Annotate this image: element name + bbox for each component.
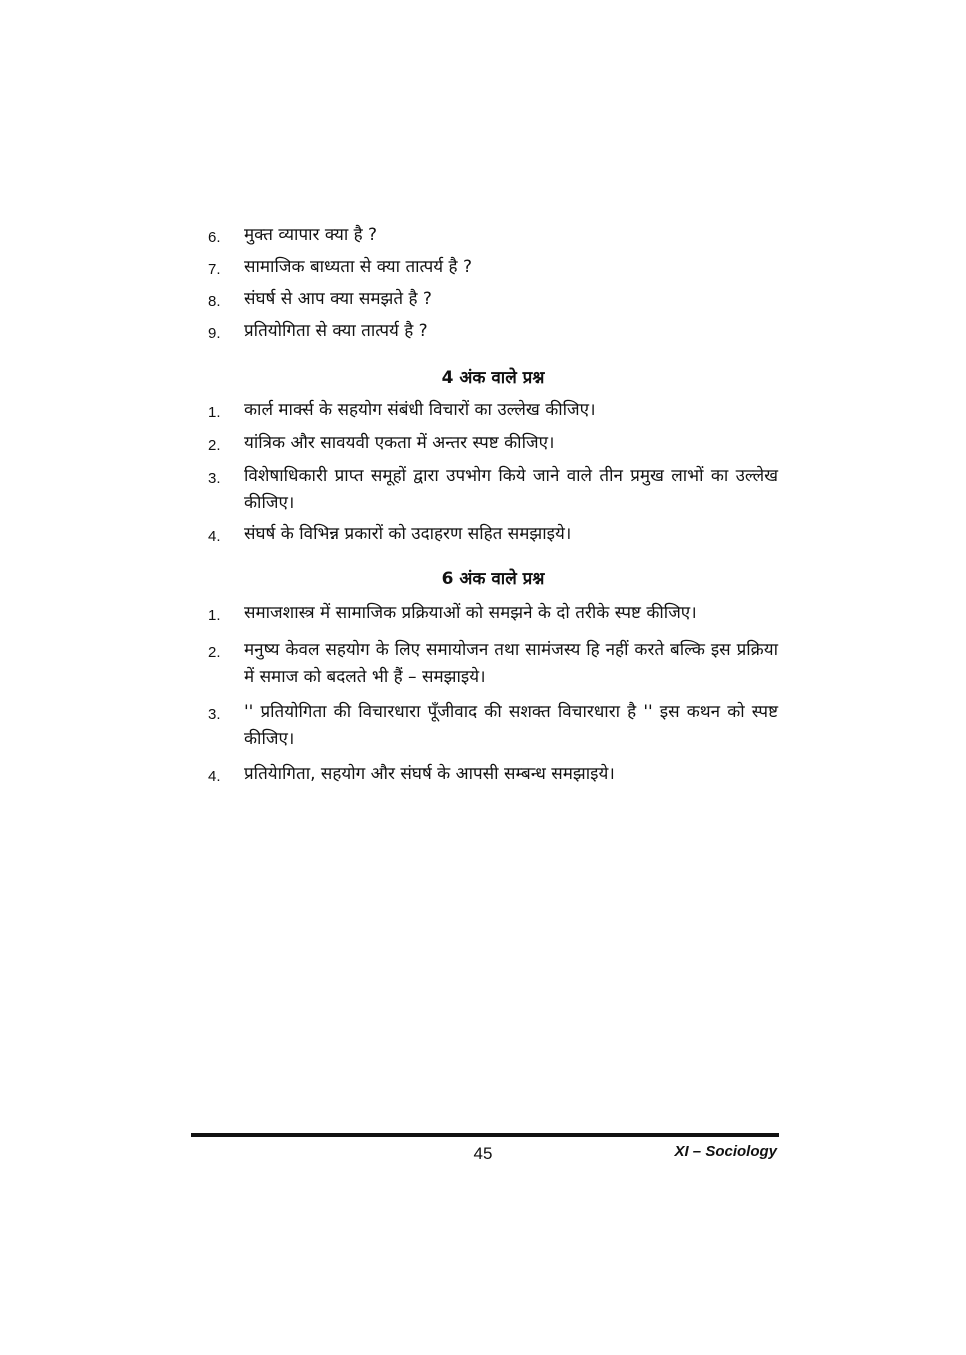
question-list-short (208, 222, 778, 347)
question-item (208, 254, 778, 283)
question-number: 1. (208, 607, 221, 624)
question-list-6-marks (208, 600, 778, 790)
footer-book-title: XI – Sociology (674, 1143, 777, 1160)
question-item (208, 699, 778, 753)
question-number: 3. (208, 470, 221, 487)
question-number: 8. (208, 293, 221, 310)
question-number: 4. (208, 528, 221, 545)
question-item (208, 637, 778, 691)
page-content (208, 222, 778, 798)
question-item (208, 600, 778, 629)
question-text: विशेषाधिकारी प्राप्त समूहों द्वारा उपभोग किये जाने वाले तीन प्रमुख लाभों का उल्लेख कीजिए। (244, 466, 778, 513)
question-text: प्रतियोगिता से क्या तात्पर्य है ? (244, 321, 428, 341)
question-item (208, 397, 778, 426)
question-number: 9. (208, 325, 221, 342)
question-text: सामाजिक बाध्यता से क्या तात्पर्य है ? (244, 257, 473, 277)
page-number: 45 (473, 1144, 493, 1163)
question-text: समाजशास्त्र में सामाजिक प्रक्रियाओं को समझने के दो तरीके स्पष्ट कीजिए। (244, 603, 697, 623)
question-item (208, 222, 778, 251)
question-text: प्रतियेागिता, सहयोग और संघर्ष के आपसी सम्बन्ध समझाइये। (244, 764, 615, 784)
question-text: कार्ल मार्क्स के सहयोग संबंधी विचारों का उल्लेख कीजिए। (244, 400, 596, 420)
question-text: यांत्रिक और सावयवी एकता में अन्तर स्पष्ट कीजिए। (244, 433, 555, 453)
question-number: 4. (208, 768, 221, 785)
question-text: मुक्त व्यापार क्या है ? (244, 225, 378, 245)
question-item (208, 521, 778, 550)
section-heading-4-marks: 4 अंक वाले प्रश्न (441, 368, 545, 388)
question-item (208, 286, 778, 315)
question-number: 1. (208, 404, 221, 421)
question-number: 2. (208, 644, 221, 661)
question-text: मनुष्य केवल सहयोग के लिए समायोजन तथा सामंजस्य हि नहीं करते बल्कि इस प्रक्रिया में समाज को बदलते भी हैं – समझाइये। (244, 640, 778, 687)
question-number: 2. (208, 437, 221, 454)
question-number: 7. (208, 261, 221, 278)
question-text: '' प्रतियोगिता की विचारधारा पूँजीवाद की सशक्त विचारधारा है '' इस कथन को स्पष्ट कीजिए। (244, 702, 778, 749)
question-item (208, 430, 778, 459)
question-text: संघर्ष से आप क्या समझते है ? (244, 289, 432, 309)
question-item (208, 463, 778, 517)
question-list-4-marks (208, 397, 778, 550)
footer-divider (191, 1133, 779, 1137)
question-text: संघर्ष के विभिन्न प्रकारों को उदाहरण सहित समझाइये। (244, 524, 572, 544)
question-item (208, 318, 778, 347)
section-heading-6-marks: 6 अंक वाले प्रश्न (441, 569, 545, 589)
question-item (208, 761, 778, 790)
question-number: 6. (208, 229, 221, 246)
question-number: 3. (208, 706, 221, 723)
